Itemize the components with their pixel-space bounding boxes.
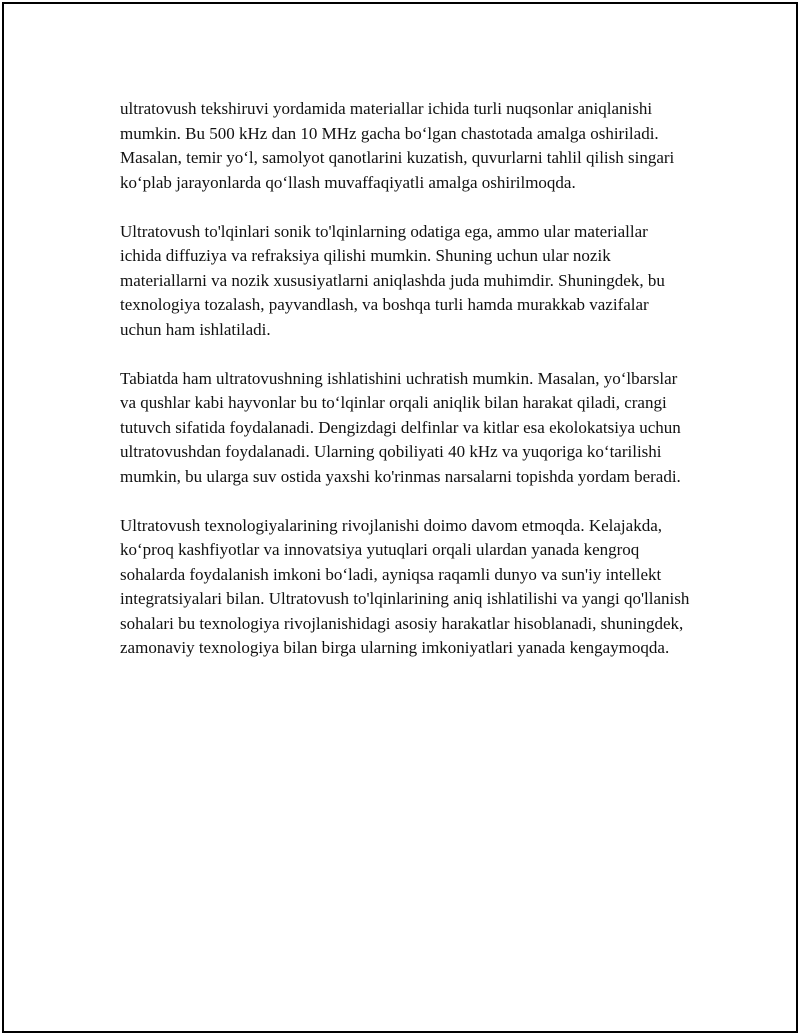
- paragraph-3: Tabiatda ham ultratovushning ishlatishini uchratish mumkin. Masalan, yo‘lbarslar va qushlar kabi hayvonlar bu to‘lqinlar orqali aniqlik bilan harakat qiladi, crangi tutuvch sifatida foydalanadi. Dengizdagi delfinlar va kitlar esa ekolokatsiya uchun ultratovushdan foydalanadi. Ularning qobiliyati 40 kHz va yuqoriga ko‘tarilishi mumkin, bu ularga suv ostida yaxshi ko'rinmas narsalarni topishda yordam beradi.: [120, 368, 681, 486]
- paragraph-4: Ultratovush texnologiyalarining rivojlanishi doimo davom etmoqda. Kelajakda, ko‘proq kashfiyotlar va innovatsiya yutuqlari orqali ulardan yanada kengroq sohalarda foydalanish imkoni bo‘ladi, ayniqsa raqamli dunyo va sun'iy intellekt integratsiyalari bilan. Ultratovush to'lqinlarining aniq ishlatilishi va yangi qo'llanish sohalari bu texnologiya rivojlanishidagi asosiy harakatlar hisoblanadi, shuningdek, zamonaviy texnologiya bilan birga ularning imkoniyatlari yanada kengaymoqda.: [120, 515, 690, 657]
- document-body: [120, 97, 690, 685]
- paragraph-2: Ultratovush to'lqinlari sonik to'lqinlarning odatiga ega, ammo ular materiallar ichida diffuziya va refraksiya qilishi mumkin. Shuning uchun ular nozik materiallarni va nozik xususiyatlarni aniqlashda juda muhimdir. Shuningdek, bu texnologiya tozalash, payvandlash, va boshqa turli hamda murakkab vazifalar uchun ham ishlatiladi.: [120, 221, 665, 339]
- document-page: [2, 2, 798, 1033]
- paragraph-1: ultratovush tekshiruvi yordamida materiallar ichida turli nuqsonlar aniqlanishi mumkin. Bu 500 kHz dan 10 MHz gacha bo‘lgan chastotada amalga oshiriladi. Masalan, temir yo‘l, samolyot qanotlarini kuzatish, quvurlarni tahlil qilish singari ko‘plab jarayonlarda qo‘llash muvaffaqiyatli amalga oshirilmoqda.: [120, 99, 675, 192]
